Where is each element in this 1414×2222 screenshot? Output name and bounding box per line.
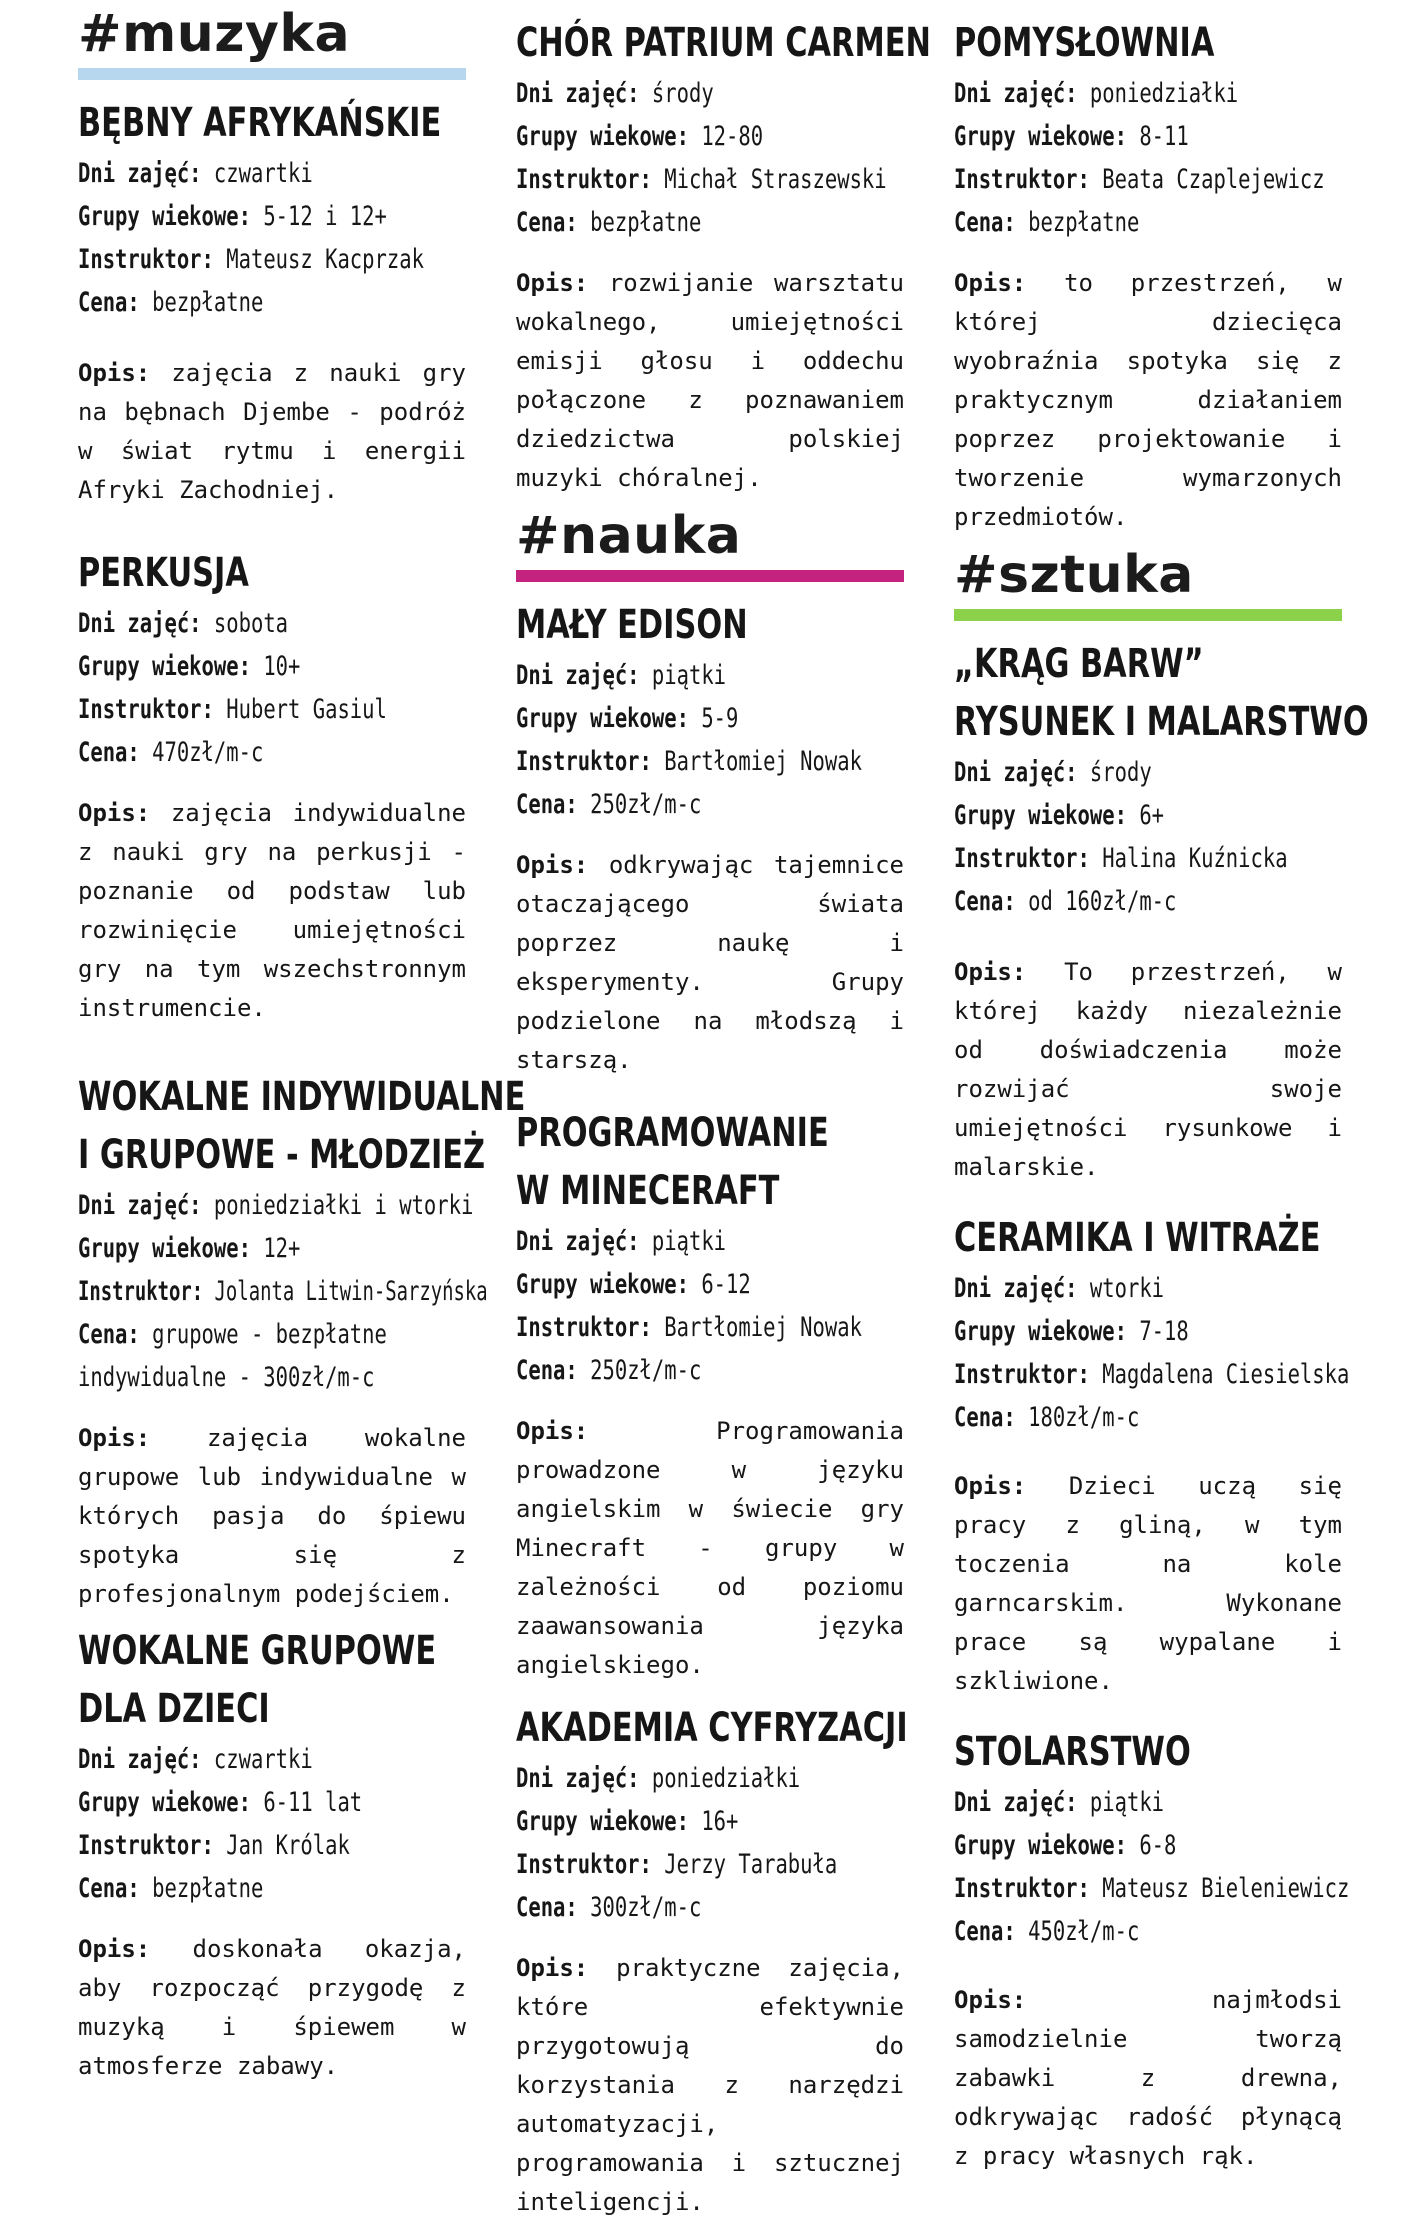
course-price: Cena: grupowe - bezpłatne xyxy=(78,1319,387,1350)
course-title-line2: W MINECERAFT xyxy=(516,1168,780,1214)
course-price: Cena: bezpłatne xyxy=(516,207,702,238)
section-bar-nauka xyxy=(516,570,904,582)
course-title: MAŁY EDISON xyxy=(516,602,748,648)
course-price: Cena: bezpłatne xyxy=(78,1873,264,1904)
course-bebny xyxy=(78,94,466,510)
course-krag-barw xyxy=(954,635,1369,1187)
course-title: BĘBNY AFRYKAŃSKIE xyxy=(78,100,442,146)
course-description: Opis: odkrywając tajemnice otaczającego świata poprzez naukę i eksperymenty. Grupy podzielone na młodszą i starszą. xyxy=(516,851,904,1074)
course-edison xyxy=(516,596,904,1080)
course-instructor: Instruktor: Hubert Gasiul xyxy=(78,694,387,725)
course-description: Opis: rozwijanie warsztatu wokalnego, umiejętności emisji głosu i oddechu połączone z poznawaniem dziedzictwa polskiej muzyki chóralnej. xyxy=(516,269,904,492)
course-wokalne-mlodziez xyxy=(78,1068,526,1614)
course-akademia xyxy=(516,1699,908,2222)
course-description: Opis: Programowania prowadzone w języku angielskim w świecie gry Minecraft - grupy w zależności od poziomu zaawansowania języka angielskiego. xyxy=(516,1417,904,1679)
course-instructor: Instruktor: Bartłomiej Nowak xyxy=(516,1312,862,1343)
course-title: STOLARSTWO xyxy=(954,1729,1191,1775)
course-ages: Grupy wiekowe: 10+ xyxy=(78,651,301,682)
section-bar-muzyka xyxy=(78,68,466,80)
section-title-muzyka: #muzyka xyxy=(78,4,351,64)
course-price: Cena: bezpłatne xyxy=(78,287,264,318)
course-ages: Grupy wiekowe: 6+ xyxy=(954,800,1165,831)
course-price: Cena: od 160zł/m-c xyxy=(954,886,1177,917)
course-days: Dni zajęć: czwartki xyxy=(78,1744,313,1775)
course-price: Cena: 250zł/m-c xyxy=(516,1355,702,1386)
course-ages: Grupy wiekowe: 16+ xyxy=(516,1806,739,1837)
course-days: Dni zajęć: czwartki xyxy=(78,158,313,189)
course-title-line2: I GRUPOWE - MŁODZIEŻ xyxy=(78,1132,486,1178)
course-description: Opis: doskonała okazja, aby rozpocząć przygodę z muzyką i śpiewem w atmosferze zabawy. xyxy=(78,1935,466,2080)
course-ages: Grupy wiekowe: 5-9 xyxy=(516,703,739,734)
course-days: Dni zajęć: poniedziałki i wtorki xyxy=(78,1190,474,1221)
course-instructor: Instruktor: Jerzy Tarabuła xyxy=(516,1849,838,1880)
column-nauka xyxy=(516,0,931,2222)
course-title-line2: RYSUNEK I MALARSTWO xyxy=(954,699,1369,745)
course-ages: Grupy wiekowe: 6-12 xyxy=(516,1269,751,1300)
course-perkusja xyxy=(78,544,466,1028)
course-days: Dni zajęć: piątki xyxy=(954,1787,1165,1818)
course-pomyslownia xyxy=(954,14,1342,537)
course-stolarstwo xyxy=(954,1723,1350,2176)
course-ages: Grupy wiekowe: 12-80 xyxy=(516,121,764,152)
course-description: Opis: zajęcia z nauki gry na bębnach Djembe - podróż w świat rytmu i energii Afryki Zachodniej. xyxy=(78,359,466,504)
section-bar-sztuka xyxy=(954,609,1342,621)
course-price: Cena: 450zł/m-c xyxy=(954,1916,1140,1947)
course-instructor: Instruktor: Michał Straszewski xyxy=(516,164,887,195)
course-description: Opis: najmłodsi samodzielnie tworzą zabawki z drewna, odkrywając radość płynącą z pracy własnych rąk. xyxy=(954,1986,1342,2170)
course-price-line2: indywidualne - 300zł/m-c xyxy=(78,1362,375,1393)
course-instructor: Instruktor: Mateusz Bieleniewicz xyxy=(954,1873,1350,1904)
column-muzyka xyxy=(78,0,526,2086)
course-price: Cena: 300zł/m-c xyxy=(516,1892,702,1923)
course-instructor: Instruktor: Jan Królak xyxy=(78,1830,350,1861)
course-description: Opis: zajęcia wokalne grupowe lub indywidualne w których pasja do śpiewu spotyka się z profesjonalnym podejściem. xyxy=(78,1424,466,1608)
course-title: „KRĄG BARW” xyxy=(954,641,1204,687)
course-instructor: Instruktor: Magdalena Ciesielska xyxy=(954,1359,1350,1390)
course-price: Cena: 180zł/m-c xyxy=(954,1402,1140,1433)
course-chor xyxy=(516,14,931,498)
course-ages: Grupy wiekowe: 6-8 xyxy=(954,1830,1177,1861)
course-days: Dni zajęć: piątki xyxy=(516,660,727,691)
course-price: Cena: 470zł/m-c xyxy=(78,737,264,768)
course-days: Dni zajęć: środy xyxy=(954,757,1152,788)
course-instructor: Instruktor: Beata Czaplejewicz xyxy=(954,164,1325,195)
course-title: POMYSŁOWNIA xyxy=(954,20,1215,66)
course-instructor: Instruktor: Jolanta Litwin-Sarzyńska xyxy=(78,1276,488,1307)
course-title: PROGRAMOWANIE xyxy=(516,1110,829,1156)
course-ages: Grupy wiekowe: 5-12 i 12+ xyxy=(78,201,387,232)
course-ages: Grupy wiekowe: 6-11 lat xyxy=(78,1787,363,1818)
course-instructor: Instruktor: Mateusz Kacprzak xyxy=(78,244,424,275)
course-title-line2: DLA DZIECI xyxy=(78,1686,270,1732)
course-price: Cena: 250zł/m-c xyxy=(516,789,702,820)
course-title: PERKUSJA xyxy=(78,550,249,596)
course-days: Dni zajęć: poniedziałki xyxy=(954,78,1239,109)
course-instructor: Instruktor: Halina Kuźnicka xyxy=(954,843,1288,874)
course-ages: Grupy wiekowe: 7-18 xyxy=(954,1316,1189,1347)
course-days: Dni zajęć: piątki xyxy=(516,1226,727,1257)
course-ceramika xyxy=(954,1209,1350,1701)
section-title-sztuka: #sztuka xyxy=(954,545,1194,605)
course-ages: Grupy wiekowe: 8-11 xyxy=(954,121,1189,152)
course-days: Dni zajęć: poniedziałki xyxy=(516,1763,801,1794)
course-title: CERAMIKA I WITRAŻE xyxy=(954,1215,1321,1261)
course-days: Dni zajęć: sobota xyxy=(78,608,289,639)
course-minecraft xyxy=(516,1104,904,1685)
column-sztuka xyxy=(954,0,1369,2176)
course-instructor: Instruktor: Bartłomiej Nowak xyxy=(516,746,862,777)
course-description: Opis: To przestrzeń, w której każdy niezależnie od doświadczenia może rozwijać swoje umiejętności rysunkowe i malarskie. xyxy=(954,958,1343,1181)
section-title-nauka: #nauka xyxy=(516,506,742,566)
course-wokalne-dzieci xyxy=(78,1622,466,2086)
course-title: WOKALNE GRUPOWE xyxy=(78,1628,437,1674)
course-ages: Grupy wiekowe: 12+ xyxy=(78,1233,301,1264)
course-description: Opis: zajęcia indywidualne z nauki gry na perkusji - poznanie od podstaw lub rozwinięcie umiejętności gry na tym wszechstronnym instrumencie. xyxy=(78,799,466,1022)
course-days: Dni zajęć: wtorki xyxy=(954,1273,1165,1304)
course-description: Opis: praktyczne zajęcia, które efektywnie przygotowują do korzystania z narzędzi automatyzacji, programowania i sztucznej inteligencji. xyxy=(516,1954,904,2216)
course-title: CHÓR PATRIUM CARMEN xyxy=(516,20,931,66)
course-price: Cena: bezpłatne xyxy=(954,207,1140,238)
course-title: AKADEMIA CYFRYZACJI xyxy=(516,1705,908,1751)
course-description: Opis: Dzieci uczą się pracy z gliną, w tym toczenia na kole garncarskim. Wykonane prace są wypalane i szkliwione. xyxy=(954,1472,1342,1695)
course-title: WOKALNE INDYWIDUALNE xyxy=(78,1074,526,1120)
course-description: Opis: to przestrzeń, w której dziecięca wyobraźnia spotyka się z praktycznym działaniem poprzez projektowanie i tworzenie wymarzonych przedmiotów. xyxy=(954,269,1343,531)
course-days: Dni zajęć: środy xyxy=(516,78,714,109)
